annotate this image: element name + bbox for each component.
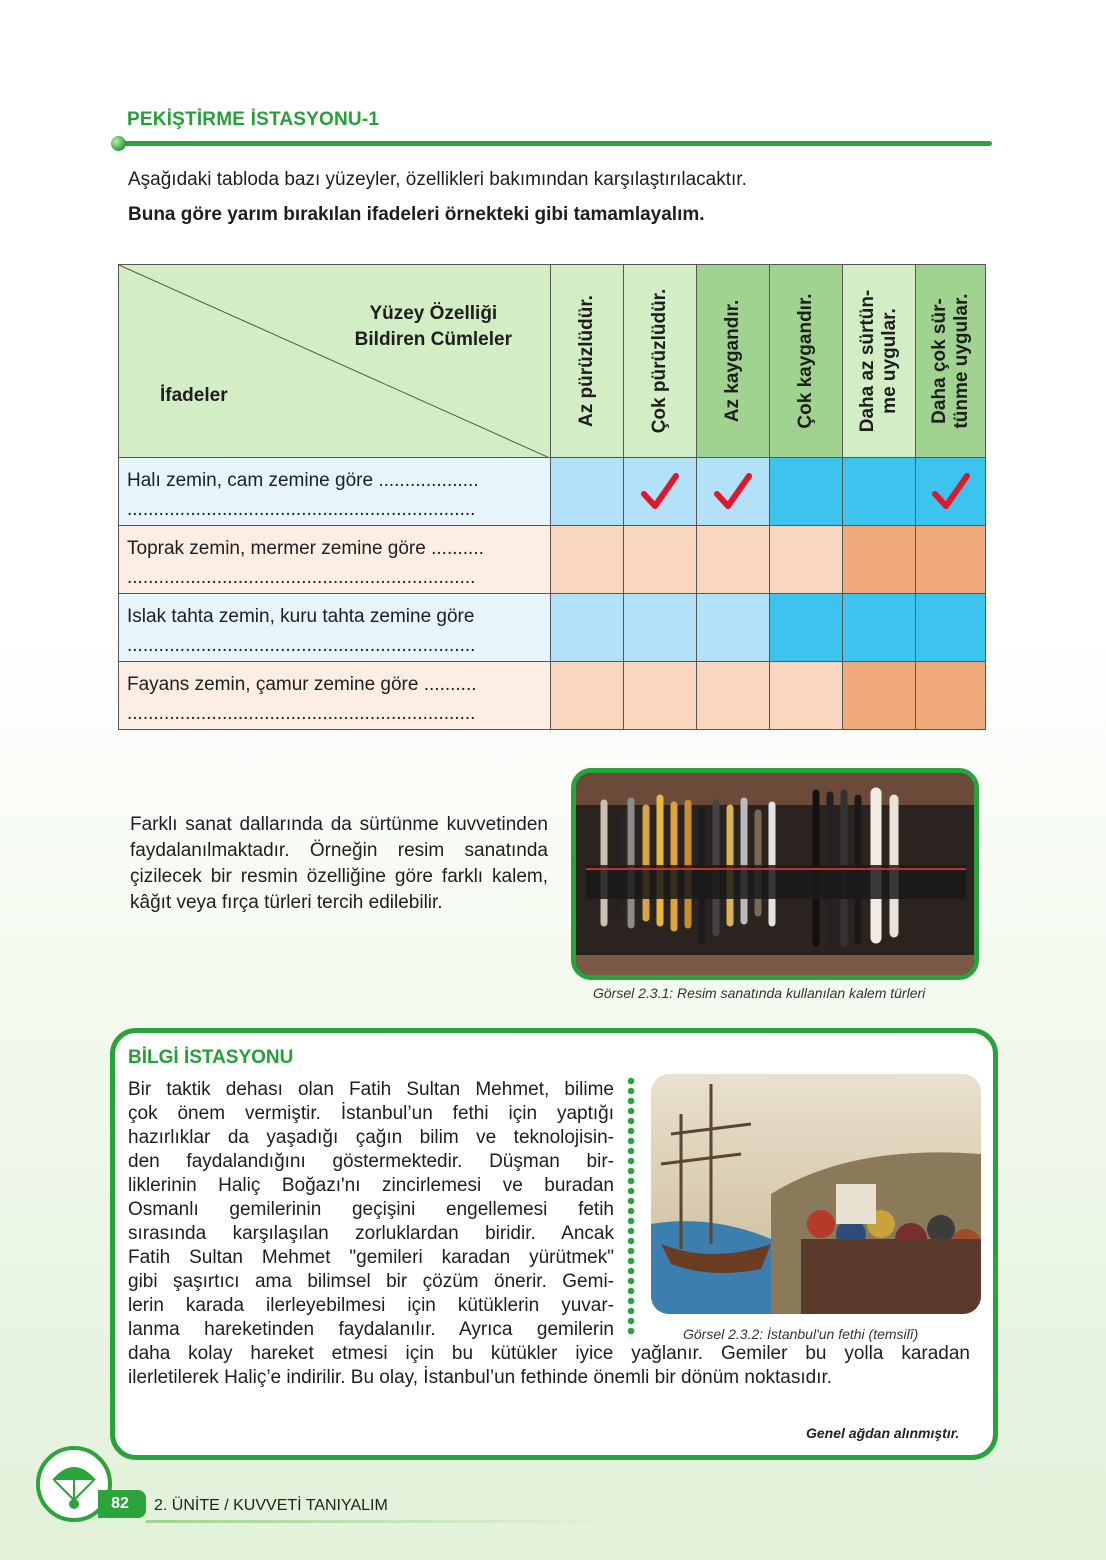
info-text-line: sırasında karşılaşılan zorluklardan biridir. Ancak — [128, 1223, 614, 1244]
column-header-line1: Çok pürüzlüdür. — [649, 288, 670, 434]
table-cell[interactable] — [769, 457, 843, 526]
istanbul-conquest-painting — [651, 1074, 981, 1314]
diagonal-line — [119, 265, 552, 459]
table-cell[interactable] — [915, 457, 986, 526]
checkmark-icon — [713, 472, 753, 512]
table-cell[interactable] — [842, 457, 916, 526]
info-text-line: den faydalandığını göstermektedir. Düşman bir- — [128, 1151, 614, 1172]
column-header-line2: tünme uygular. — [950, 293, 972, 429]
table-cell[interactable] — [915, 661, 986, 730]
table-cell[interactable] — [550, 525, 624, 594]
table-corner-header — [118, 264, 551, 458]
source-note: Genel ağdan alınmıştır. — [806, 1425, 960, 1441]
column-header-line2: me uygular. — [879, 308, 900, 414]
column-header — [842, 264, 916, 458]
info-text-line: Bir taktik dehası olan Fatih Sultan Mehmet, bilime — [128, 1079, 614, 1100]
row-statement: Islak tahta zemin, kuru tahta zemine göre — [127, 606, 475, 627]
painting-illustration — [651, 1074, 981, 1314]
table-cell[interactable] — [915, 525, 986, 594]
info-text-line: hazırlıklar da yaşadığı çağın bilim ve teknolojisin- — [128, 1127, 614, 1148]
info-text-line: gibi şaşırtıcı ama bilimsel bir çözüm önerir. Gemi- — [128, 1271, 614, 1292]
table-cell[interactable] — [623, 525, 697, 594]
table-cell[interactable] — [623, 661, 697, 730]
column-header-line1: Az pürüzlüdür. — [576, 295, 597, 427]
corner-top-line1: Yüzey Özelliği — [369, 303, 498, 324]
column-header — [769, 264, 843, 458]
table-cell[interactable] — [769, 661, 843, 730]
column-header — [623, 264, 697, 458]
column-header-line1: Çok kaygandır. — [795, 293, 816, 429]
comparison-table — [118, 264, 986, 730]
table-cell[interactable] — [550, 457, 624, 526]
corner-top-line2: Bildiren Cümleler — [354, 329, 512, 350]
row-statement: Fayans zemin, çamur zemine göre .......... — [127, 674, 477, 695]
table-row-label — [118, 661, 551, 730]
table-cell[interactable] — [623, 593, 697, 662]
table-cell[interactable] — [623, 457, 697, 526]
instruction-text: Buna göre yarım bırakılan ifadeleri örnekteki gibi tamamlayalım. — [128, 204, 705, 225]
info-title: BİLGİ İSTASYONU — [128, 1047, 294, 1068]
table-cell[interactable] — [842, 593, 916, 662]
table-cell[interactable] — [696, 661, 770, 730]
checkmark-icon — [931, 472, 971, 512]
section-title: PEKİŞTİRME İSTASYONU-1 — [127, 109, 380, 130]
info-text-line: ilerletilerek Haliç’e indirilir. Bu olay, İstanbul’un fethinde önemli bir dönüm noktasıdır. — [128, 1367, 833, 1388]
column-header — [915, 264, 986, 458]
art-paragraph: Farklı sanat dallarında da sürtünme kuvvetinden faydalanılmaktadır. Örneğin resim sanatında çizilecek bir resmin özelliğine göre farklı kalem, kâğıt veya fırça türleri tercih edilebilir. — [130, 814, 548, 913]
info-text-line: Fatih Sultan Mehmet "gemileri karadan yürütmek" — [128, 1247, 614, 1268]
table-row-label — [118, 525, 551, 594]
info-text-line: çok önem vermiştir. İstanbul’un fethi için yaptığı — [128, 1103, 614, 1124]
row-blank-line: .................................................................. — [127, 499, 476, 520]
row-blank-line: .................................................................. — [127, 567, 476, 588]
table-cell[interactable] — [769, 593, 843, 662]
table-cell[interactable] — [696, 593, 770, 662]
info-text-line: liklerinin Haliç Boğazı'nı zincirlemesi ve buradan — [128, 1175, 614, 1196]
table-cell[interactable] — [550, 593, 624, 662]
page-number: 82 — [111, 1495, 129, 1512]
unit-title: 2. ÜNİTE / KUVVETİ TANIYALIM — [154, 1497, 388, 1514]
checkmark-icon — [640, 472, 680, 512]
info-text-line: lanma hareketinden faydalanılır. Ayrıca gemilerin — [128, 1319, 614, 1340]
column-header — [550, 264, 624, 458]
table-cell[interactable] — [769, 525, 843, 594]
row-blank-line: .................................................................. — [127, 635, 476, 656]
pencils-illustration — [576, 773, 974, 975]
dotted-separator — [626, 1076, 636, 1338]
painting-caption: Görsel 2.3.2: İstanbul'un fethi (temsilî) — [683, 1326, 919, 1342]
intro-text: Aşağıdaki tabloda bazı yüzeyler, özellikleri bakımından karşılaştırılacaktır. — [128, 169, 747, 190]
row-statement: Toprak zemin, mermer zemine göre .......... — [127, 538, 484, 559]
table-cell[interactable] — [915, 593, 986, 662]
corner-bottom-label: İfadeler — [160, 385, 228, 406]
info-text-line: daha kolay hareket etmesi için bu kütükler iyice yağlanır. Gemiler bu yolla karadan — [128, 1343, 970, 1364]
table-row-label — [118, 593, 551, 662]
section-divider — [118, 141, 992, 146]
table-cell[interactable] — [696, 525, 770, 594]
column-header — [696, 264, 770, 458]
column-header-line1: Daha çok sür- — [928, 298, 950, 424]
pencil-case-photo — [571, 768, 979, 980]
footer-rule — [146, 1520, 606, 1523]
table-cell[interactable] — [696, 457, 770, 526]
row-statement: Halı zemin, cam zemine göre ................... — [127, 470, 479, 491]
table-cell[interactable] — [842, 525, 916, 594]
table-cell[interactable] — [842, 661, 916, 730]
column-header-line1: Daha az sürtün- — [857, 289, 878, 433]
table-cell[interactable] — [550, 661, 624, 730]
info-text-line: lerin karada ilerleyebilmesi için kütüklerin yuvar- — [128, 1295, 614, 1316]
bullet-dot-icon — [111, 136, 126, 151]
table-row-label — [118, 457, 551, 526]
info-text-line: Osmanlı gemilerinin geçişini engellemesi fetih — [128, 1199, 614, 1220]
column-header-line1: Az kaygandır. — [722, 299, 743, 423]
photo-caption: Görsel 2.3.1: Resim sanatında kullanılan kalem türleri — [593, 985, 926, 1001]
row-blank-line: .................................................................. — [127, 703, 476, 724]
